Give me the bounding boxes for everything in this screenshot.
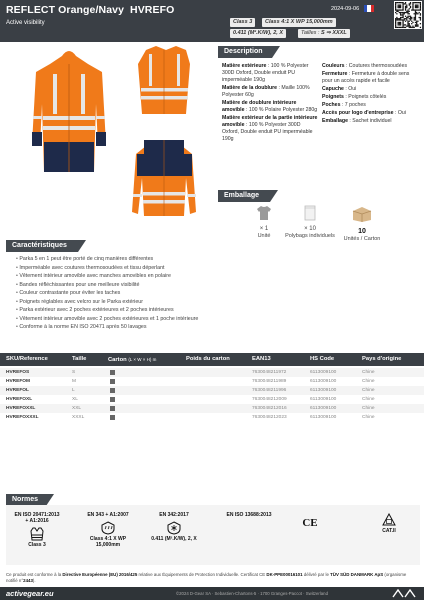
carton-dim-icon [110, 370, 115, 375]
product-title: REFLECT Orange/Navy HVREFO [6, 4, 175, 16]
normes-panel [6, 505, 420, 565]
inner-jacket-image [132, 140, 196, 216]
class-tag: Class 3 [230, 18, 255, 27]
pack-carton: 10 Unités / Carton [332, 205, 392, 242]
table-row: HVREFOM M 7630048211989 6113009100 Chine [6, 379, 375, 384]
rain-protection-icon [101, 521, 115, 535]
desc-right-2: Capuche : Oui [322, 86, 357, 92]
table-row: HVREFOL L 7630048211996 6113009100 Chine [0, 386, 424, 395]
col-origin: Pays d'origine [362, 356, 402, 362]
col-size: Taille [72, 356, 87, 362]
table-row: HVREFOXXL XXL 7630048212016 6113009100 Chine [0, 404, 424, 413]
shirt-icon [256, 205, 272, 221]
description-heading: Description [218, 46, 272, 58]
certification-note: Ce produit est conforme à la Directive Européenne (EU) 2016/425 relative aux Équipements de Protection Individuelle. Certificat CE DK-PPE00016101 délivré par le TÜV SÜD DANMARK ApS (organisme notifié n°2443). [6, 572, 407, 583]
carton-dim-icon [110, 415, 115, 420]
carton-dim-icon [110, 406, 115, 411]
page-header [0, 0, 424, 42]
list-item: • Couleur contrastante pour éviter les taches [16, 289, 356, 298]
norm-en-iso-20471: EN ISO 20471:2013 + A1:2016 Class 3 [14, 512, 60, 548]
normes-heading: Normes [6, 494, 46, 506]
description-right-column [322, 63, 418, 126]
company-address: ©2024 D-Gear SA · Sebastien-Chartons-5 · 1700 Granges-Paccot · Switzerland [176, 591, 328, 596]
sku-table-header [0, 353, 424, 366]
table-row: HVREFOS S 7630048211972 6113009100 Chine [0, 368, 424, 377]
list-item: • Vêtement intérieur amovible avec manches amovibles en polaire [16, 272, 356, 281]
desc-left-2: Matière de doublure intérieure amovible : 100 % Polaire Polyester 280g [222, 100, 318, 113]
caracteristiques-list [16, 255, 356, 332]
pack-unit: × 1 Unité [234, 205, 294, 239]
carton-dim-icon [110, 388, 115, 393]
list-item: • Bandes réfléchissantes pour une meilleure visibilité [16, 281, 356, 290]
carton-dim-icon [110, 397, 115, 402]
emballage-heading: Emballage [218, 190, 270, 202]
description-left-column [222, 63, 318, 144]
col-ean: EAN13 [252, 356, 271, 362]
information-book-icon [382, 513, 396, 527]
desc-left-1: Matière de la doublure : Maille 100% Polyester 60g [222, 85, 310, 98]
table-row: HVREFOXXXL XXXL 7630048212023 6113009100 Chine [6, 415, 375, 420]
desc-left-0: Matière extérieure : 100 % Polyester 300D Oxford, Double enduit PU imperméable 190g [222, 63, 309, 83]
desc-right-6: Emballage : Sachet individuel [322, 118, 392, 124]
table-row: HVREFOXL XL 7630048212009 6113009100 Chine [6, 397, 375, 402]
list-item: • Imperméable avec coutures thermosoudées et tissu déperlant [16, 264, 356, 273]
norm-en-iso-13688: EN ISO 13688:2013 [226, 512, 272, 518]
document-date: 2024-09-06 [331, 6, 360, 12]
list-item: • Parka extérieur avec 2 poches extérieures et 2 poches intérieures [16, 306, 356, 315]
class-detail-tag: Class 4:1 X WP 15,000mm [262, 18, 336, 27]
thermal-tag: 0.411 (M².K/W), 2, X [230, 29, 286, 38]
activegear-logo-icon [392, 589, 416, 598]
col-weight: Poids du carton [186, 356, 230, 362]
carton-dim-icon [110, 379, 115, 384]
desc-right-4: Poches : 7 poches [322, 102, 366, 108]
product-subtitle: Active visibility [6, 20, 45, 26]
norm-en-342: EN 342:2017 0.411 (M².K/W), 2, X [151, 512, 197, 542]
caracteristiques-heading: Caractéristiques [6, 240, 78, 252]
col-carton: Carton (L × W × H) m [108, 357, 157, 363]
france-flag-icon [364, 5, 374, 12]
norm-en-343: EN 343 + A1:2007 Class 4:1 X WP 15,000mm [87, 512, 129, 548]
desc-right-0: Couleurs : Coutures thermosoudées [322, 63, 408, 69]
page-footer [0, 587, 424, 600]
list-item: • Parka 5 en 1 peut être porté de cinq manières différentes [16, 255, 356, 264]
sizes-tag: Tailles : S ⇒ XXXL [298, 29, 350, 38]
col-sku: SKU/Reference [6, 356, 48, 362]
cold-protection-icon [167, 521, 181, 535]
list-item: • Poignets réglables avec velcro sur le Parka extérieur [16, 298, 356, 307]
vest-image [138, 46, 190, 114]
ce-mark-icon: CE [302, 517, 318, 529]
desc-right-5: Accès pour logo d'entreprise : Oui [322, 110, 406, 116]
list-item: • Vêtement intérieur amovible avec 2 poches extérieures et 1 poche intérieure [16, 315, 356, 324]
desc-right-1: Fermeture : Fermeture à double sens pour un accès rapide et facile [322, 71, 410, 84]
pack-polybags: × 10 Polybags individuels [280, 205, 340, 239]
parka-main-image [32, 51, 106, 172]
carton-icon [351, 205, 373, 223]
desc-left-3: Matière extérieur de la partie intérieure amovible : 100 % Polyester 300D Oxford, Double enduit PU imperméable 190g [222, 115, 318, 142]
desc-right-3: Poignets : Poignets côtelés [322, 94, 387, 100]
norm-cat-ii: CAT.II [376, 513, 402, 535]
hivis-vest-icon [30, 527, 44, 541]
list-item: • Conforme à la norme EN ISO 20471 après 50 lavages [16, 323, 356, 332]
col-hs: HS Code [310, 356, 335, 362]
qr-code-icon [394, 1, 422, 29]
brand-link[interactable]: activegear.eu [6, 589, 54, 598]
product-photos [6, 44, 216, 229]
polybag-icon [302, 205, 318, 221]
